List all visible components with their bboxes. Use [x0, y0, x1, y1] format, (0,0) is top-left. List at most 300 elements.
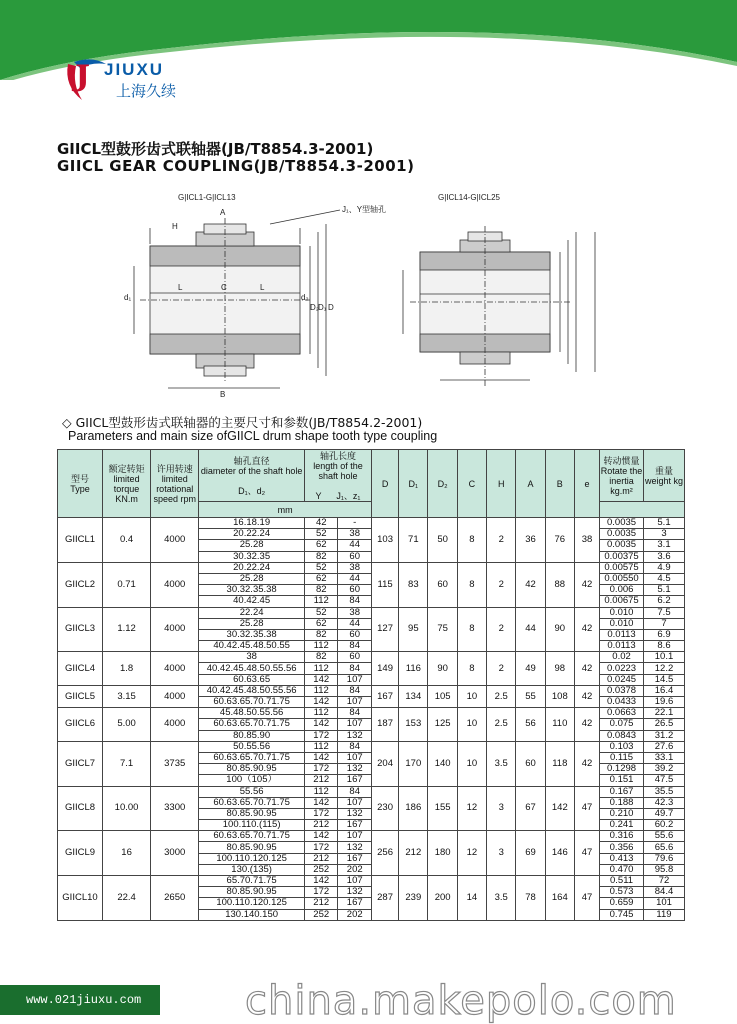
- table-row: [58, 652, 685, 663]
- table-cell: 84: [338, 685, 372, 696]
- table-cell: 42: [574, 652, 599, 686]
- table-cell: -: [338, 518, 372, 529]
- table-cell: 172: [304, 887, 337, 898]
- table-cell: 5.1: [644, 518, 685, 529]
- table-cell: 172: [304, 842, 337, 853]
- table-cell: 62: [304, 540, 337, 551]
- table-cell: 155: [428, 786, 457, 831]
- table-cell: 132: [338, 730, 372, 741]
- table-cell: 14: [457, 876, 486, 921]
- table-cell: 2: [487, 652, 516, 686]
- table-cell: 0.0843: [600, 730, 644, 741]
- th-unit-blank: [600, 502, 685, 518]
- table-cell: 60.63.65: [199, 674, 305, 685]
- table-cell: 82: [304, 585, 337, 596]
- table-cell: 4000: [151, 652, 199, 686]
- table-cell: 67: [516, 786, 545, 831]
- table-cell: 0.4: [103, 518, 151, 563]
- table-cell: 107: [338, 752, 372, 763]
- table-cell: 40.42.45: [199, 596, 305, 607]
- table-cell: 167: [338, 775, 372, 786]
- dim-B: B: [220, 390, 226, 399]
- table-cell: 107: [338, 876, 372, 887]
- table-cell: 42.3: [644, 797, 685, 808]
- table-cell: 56: [516, 708, 545, 742]
- table-cell: 252: [304, 909, 337, 920]
- dim-L-left: L: [178, 283, 183, 292]
- table-cell: 112: [304, 741, 337, 752]
- table-cell: 60.63.65.70.71.75: [199, 797, 305, 808]
- th-bore: 轴孔直径 diameter of the shaft hole D₁、d₂: [199, 450, 305, 502]
- table-cell: 0.0245: [600, 674, 644, 685]
- table-cell: 2: [487, 562, 516, 607]
- table-cell: 8: [457, 562, 486, 607]
- table-cell: GIICL4: [58, 652, 103, 686]
- table-cell: 2: [487, 607, 516, 652]
- table-cell: 83: [399, 562, 428, 607]
- table-cell: 60: [338, 652, 372, 663]
- table-cell: 0.00675: [600, 596, 644, 607]
- logo-text-cn: 上海久续: [116, 82, 177, 100]
- brand-logo: [62, 56, 212, 106]
- table-cell: 12.2: [644, 663, 685, 674]
- table-cell: 8.6: [644, 641, 685, 652]
- table-cell: 132: [338, 808, 372, 819]
- table-cell: GIICL7: [58, 741, 103, 786]
- table-cell: 10: [457, 685, 486, 707]
- table-cell: 4.5: [644, 573, 685, 584]
- table-cell: 44: [338, 540, 372, 551]
- table-cell: 132: [338, 764, 372, 775]
- table-cell: 60.63.65.70.71.75: [199, 719, 305, 730]
- table-cell: 62: [304, 618, 337, 629]
- table-cell: 84: [338, 708, 372, 719]
- table-cell: 0.02: [600, 652, 644, 663]
- table-cell: 8: [457, 607, 486, 652]
- table-cell: 4000: [151, 708, 199, 742]
- table-cell: 33.1: [644, 752, 685, 763]
- table-cell: 0.167: [600, 786, 644, 797]
- table-cell: 142: [304, 831, 337, 842]
- table-cell: 40.42.45.48.50.55.56: [199, 663, 305, 674]
- table-cell: 2.5: [487, 685, 516, 707]
- table-cell: 22.24: [199, 607, 305, 618]
- table-cell: 0.006: [600, 585, 644, 596]
- table-cell: 0.659: [600, 898, 644, 909]
- dim-C: C: [221, 283, 227, 292]
- table-cell: 167: [338, 853, 372, 864]
- table-cell: 16.18.19: [199, 518, 305, 529]
- table-cell: 36: [516, 518, 545, 563]
- table-cell: 40.42.45.48.50.55: [199, 641, 305, 652]
- table-cell: 19.6: [644, 697, 685, 708]
- table-cell: 115: [371, 562, 398, 607]
- table-cell: 38: [574, 518, 599, 563]
- table-cell: 0.511: [600, 876, 644, 887]
- table-cell: 88: [545, 562, 574, 607]
- table-cell: 100.110.(115): [199, 820, 305, 831]
- table-cell: 60.63.65.70.71.75: [199, 697, 305, 708]
- table-cell: 72: [644, 876, 685, 887]
- table-cell: 134: [399, 685, 428, 707]
- table-cell: 186: [399, 786, 428, 831]
- table-cell: GIICL8: [58, 786, 103, 831]
- table-cell: 62: [304, 573, 337, 584]
- table-row: [58, 562, 685, 573]
- table-cell: 60: [516, 741, 545, 786]
- table-cell: 60: [338, 551, 372, 562]
- table-cell: 287: [371, 876, 398, 921]
- table-cell: 20.22.24: [199, 529, 305, 540]
- table-cell: 84: [338, 741, 372, 752]
- table-cell: 44: [516, 607, 545, 652]
- table-cell: 180: [428, 831, 457, 876]
- table-cell: 50.55.56: [199, 741, 305, 752]
- table-cell: 55: [516, 685, 545, 707]
- table-cell: GIICL2: [58, 562, 103, 607]
- watermark-text: china.makepolo.com: [245, 978, 677, 1024]
- table-cell: 82: [304, 551, 337, 562]
- coupling-drawing: [120, 188, 620, 408]
- table-cell: 8: [457, 518, 486, 563]
- table-cell: 45.48.50.55.56: [199, 708, 305, 719]
- table-cell: 0.103: [600, 741, 644, 752]
- table-cell: 0.075: [600, 719, 644, 730]
- table-cell: 49: [516, 652, 545, 686]
- table-row: [58, 786, 685, 797]
- table-cell: GIICL1: [58, 518, 103, 563]
- table-cell: 5.1: [644, 585, 685, 596]
- table-cell: 0.71: [103, 562, 151, 607]
- table-cell: 10: [457, 708, 486, 742]
- table-row: [58, 741, 685, 752]
- table-cell: 0.0113: [600, 629, 644, 640]
- dim-d1: d₁: [124, 293, 132, 302]
- table-cell: 3735: [151, 741, 199, 786]
- table-cell: 132: [338, 842, 372, 853]
- spec-table-body: [58, 518, 685, 921]
- table-cell: 100.110.120.125: [199, 853, 305, 864]
- th-length: 轴孔长度 length of the shaft hole Y J₁、z₁: [304, 450, 371, 502]
- table-cell: 38: [338, 607, 372, 618]
- table-cell: 142: [304, 697, 337, 708]
- table-cell: 3300: [151, 786, 199, 831]
- table-cell: 82: [304, 652, 337, 663]
- table-cell: 3000: [151, 831, 199, 876]
- table-cell: 0.241: [600, 820, 644, 831]
- table-cell: 12: [457, 831, 486, 876]
- table-cell: 2650: [151, 876, 199, 921]
- table-cell: 146: [545, 831, 574, 876]
- table-cell: 167: [338, 898, 372, 909]
- table-cell: 25.28: [199, 573, 305, 584]
- table-cell: 50: [428, 518, 457, 563]
- drawing-label-right: G|ICL14-G|ICL25: [438, 193, 500, 202]
- table-cell: 0.151: [600, 775, 644, 786]
- dim-D1: D₁: [318, 303, 327, 312]
- table-cell: 60: [338, 585, 372, 596]
- th-H: H: [487, 450, 516, 518]
- table-cell: 0.010: [600, 607, 644, 618]
- table-cell: 142: [304, 752, 337, 763]
- table-cell: 84: [338, 663, 372, 674]
- table-cell: 47.5: [644, 775, 685, 786]
- th-e: e: [574, 450, 599, 518]
- dim-A: A: [220, 208, 226, 217]
- table-cell: 27.6: [644, 741, 685, 752]
- table-cell: 3: [487, 786, 516, 831]
- table-cell: 0.413: [600, 853, 644, 864]
- table-cell: 22.4: [103, 876, 151, 921]
- dim-D: D: [328, 303, 334, 312]
- table-cell: 60: [338, 629, 372, 640]
- table-cell: 0.470: [600, 864, 644, 875]
- table-cell: 0.010: [600, 618, 644, 629]
- table-cell: 3.6: [644, 551, 685, 562]
- table-cell: 107: [338, 797, 372, 808]
- table-cell: 44: [338, 573, 372, 584]
- table-cell: 101: [644, 898, 685, 909]
- logo-text-en: JIUXU: [104, 60, 165, 79]
- table-cell: 108: [545, 685, 574, 707]
- table-cell: 7.1: [103, 741, 151, 786]
- table-cell: 84: [338, 596, 372, 607]
- table-cell: 16: [103, 831, 151, 876]
- table-cell: 107: [338, 697, 372, 708]
- table-cell: 38: [338, 562, 372, 573]
- table-cell: 149: [371, 652, 398, 686]
- table-cell: 14.5: [644, 674, 685, 685]
- table-cell: 7.5: [644, 607, 685, 618]
- table-cell: 22.1: [644, 708, 685, 719]
- table-cell: 65.70.71.75: [199, 876, 305, 887]
- footer-website-bar: [0, 985, 160, 1015]
- table-cell: 0.0035: [600, 540, 644, 551]
- table-cell: 80.85.90.95: [199, 764, 305, 775]
- table-cell: 130.(135): [199, 864, 305, 875]
- table-cell: 10: [457, 741, 486, 786]
- table-cell: 42: [516, 562, 545, 607]
- table-cell: 230: [371, 786, 398, 831]
- table-cell: 3.5: [487, 741, 516, 786]
- table-cell: 142: [304, 797, 337, 808]
- table-cell: 103: [371, 518, 398, 563]
- table-cell: 116: [399, 652, 428, 686]
- table-cell: 44: [338, 618, 372, 629]
- table-cell: 4.9: [644, 562, 685, 573]
- table-cell: 2.5: [487, 708, 516, 742]
- table-cell: GIICL3: [58, 607, 103, 652]
- website-link[interactable]: www.021jiuxu.com: [26, 993, 142, 1007]
- table-cell: 100.110.120.125: [199, 898, 305, 909]
- table-cell: 212: [304, 775, 337, 786]
- th-D1: D₁: [399, 450, 428, 518]
- table-cell: 80.85.90: [199, 730, 305, 741]
- table-cell: 16.4: [644, 685, 685, 696]
- table-cell: 107: [338, 831, 372, 842]
- table-cell: 82: [304, 629, 337, 640]
- table-cell: 6.2: [644, 596, 685, 607]
- table-cell: 3: [487, 831, 516, 876]
- th-weight: 重量 weight kg: [644, 450, 685, 502]
- table-cell: 60.63.65.70.71.75: [199, 831, 305, 842]
- table-cell: 42: [574, 708, 599, 742]
- table-cell: 6.9: [644, 629, 685, 640]
- th-B: B: [545, 450, 574, 518]
- dim-L-right: L: [260, 283, 265, 292]
- table-cell: 105: [428, 685, 457, 707]
- table-cell: 10.1: [644, 652, 685, 663]
- table-cell: 80.85.90.95: [199, 808, 305, 819]
- table-cell: 0.356: [600, 842, 644, 853]
- spec-table: [57, 449, 685, 921]
- table-cell: 75: [428, 607, 457, 652]
- table-cell: 60.63.65.70.71.75: [199, 752, 305, 763]
- table-cell: 153: [399, 708, 428, 742]
- table-cell: 69: [516, 831, 545, 876]
- table-cell: 4000: [151, 685, 199, 707]
- table-cell: 47: [574, 876, 599, 921]
- coupling-drawing-svg: [120, 188, 620, 408]
- table-cell: 60.2: [644, 820, 685, 831]
- table-cell: 84: [338, 641, 372, 652]
- table-cell: 212: [304, 820, 337, 831]
- table-cell: 39.2: [644, 764, 685, 775]
- table-cell: 3.1: [644, 540, 685, 551]
- table-cell: 107: [338, 719, 372, 730]
- table-cell: 112: [304, 786, 337, 797]
- table-cell: 78: [516, 876, 545, 921]
- th-speed: 许用转速 limited rotational speed rpm: [151, 450, 199, 518]
- table-cell: 112: [304, 641, 337, 652]
- table-cell: 0.573: [600, 887, 644, 898]
- th-A: A: [516, 450, 545, 518]
- table-cell: 212: [304, 898, 337, 909]
- table-cell: 30.32.35: [199, 551, 305, 562]
- table-cell: 4000: [151, 562, 199, 607]
- table-row: [58, 708, 685, 719]
- table-cell: 60: [428, 562, 457, 607]
- table-cell: 95: [399, 607, 428, 652]
- table-cell: 0.0035: [600, 529, 644, 540]
- table-cell: 256: [371, 831, 398, 876]
- table-cell: 142: [545, 786, 574, 831]
- table-cell: 202: [338, 864, 372, 875]
- table-cell: 95.8: [644, 864, 685, 875]
- table-title-en: Parameters and main size ofGIICL drum shape tooth type coupling: [68, 429, 438, 443]
- table-cell: 8: [457, 652, 486, 686]
- table-cell: 3.15: [103, 685, 151, 707]
- table-cell: 38: [338, 529, 372, 540]
- table-cell: 71: [399, 518, 428, 563]
- table-cell: 80.85.90.95: [199, 842, 305, 853]
- table-cell: 112: [304, 685, 337, 696]
- table-cell: 7: [644, 618, 685, 629]
- table-cell: GIICL5: [58, 685, 103, 707]
- table-cell: 84.4: [644, 887, 685, 898]
- table-cell: 200: [428, 876, 457, 921]
- table-cell: 130.140.150: [199, 909, 305, 920]
- table-cell: 1.8: [103, 652, 151, 686]
- table-cell: 0.210: [600, 808, 644, 819]
- table-cell: 35.5: [644, 786, 685, 797]
- table-cell: GIICL10: [58, 876, 103, 921]
- table-cell: 142: [304, 719, 337, 730]
- page-title-en: GIICL GEAR COUPLING(JB/T8854.3-2001): [57, 157, 415, 175]
- table-cell: 42: [574, 562, 599, 607]
- table-cell: 118: [545, 741, 574, 786]
- table-cell: 172: [304, 764, 337, 775]
- table-cell: 52: [304, 529, 337, 540]
- table-cell: 42: [574, 607, 599, 652]
- th-unit: mm: [199, 502, 372, 518]
- table-cell: 0.316: [600, 831, 644, 842]
- table-cell: 212: [304, 853, 337, 864]
- dim-D2: D₂: [310, 303, 319, 312]
- table-cell: 3.5: [487, 876, 516, 921]
- table-row: [58, 685, 685, 696]
- table-cell: 172: [304, 808, 337, 819]
- table-row: [58, 876, 685, 887]
- table-title-cn: ◇ GIICL型鼓形齿式联轴器的主要尺寸和参数(JB/T8854.2-2001): [62, 415, 423, 430]
- table-row: [58, 831, 685, 842]
- table-cell: 170: [399, 741, 428, 786]
- table-cell: 38: [199, 652, 305, 663]
- table-cell: 4000: [151, 518, 199, 563]
- table-cell: 30.32.35.38: [199, 585, 305, 596]
- table-cell: GIICL9: [58, 831, 103, 876]
- table-cell: 119: [644, 909, 685, 920]
- table-cell: 167: [371, 685, 398, 707]
- table-cell: 12: [457, 786, 486, 831]
- table-cell: 142: [304, 674, 337, 685]
- table-cell: 90: [428, 652, 457, 686]
- table-cell: 31.2: [644, 730, 685, 741]
- table-cell: 172: [304, 730, 337, 741]
- table-cell: 10.00: [103, 786, 151, 831]
- table-cell: 76: [545, 518, 574, 563]
- table-cell: 52: [304, 607, 337, 618]
- table-cell: GIICL6: [58, 708, 103, 742]
- table-cell: 187: [371, 708, 398, 742]
- table-cell: 90: [545, 607, 574, 652]
- th-torque: 额定转矩 limited torque KN.m: [103, 450, 151, 518]
- table-cell: 0.745: [600, 909, 644, 920]
- th-D2: D₂: [428, 450, 457, 518]
- table-cell: 42: [574, 741, 599, 786]
- table-cell: 65.6: [644, 842, 685, 853]
- table-cell: 0.0035: [600, 518, 644, 529]
- table-cell: 49.7: [644, 808, 685, 819]
- th-C: C: [457, 450, 486, 518]
- table-cell: 25.28: [199, 540, 305, 551]
- logo-j: J: [70, 55, 90, 100]
- table-cell: 47: [574, 786, 599, 831]
- table-cell: 52: [304, 562, 337, 573]
- table-cell: 127: [371, 607, 398, 652]
- drawing-callout: J₁、Y型轴孔: [342, 205, 387, 214]
- table-cell: 2: [487, 518, 516, 563]
- dim-d2: d₂: [301, 293, 309, 302]
- table-cell: 0.115: [600, 752, 644, 763]
- table-cell: 5.00: [103, 708, 151, 742]
- table-cell: 164: [545, 876, 574, 921]
- table-cell: 167: [338, 820, 372, 831]
- table-cell: 3: [644, 529, 685, 540]
- table-cell: 20.22.24: [199, 562, 305, 573]
- th-type: 型号 Type: [58, 450, 103, 518]
- table-cell: 125: [428, 708, 457, 742]
